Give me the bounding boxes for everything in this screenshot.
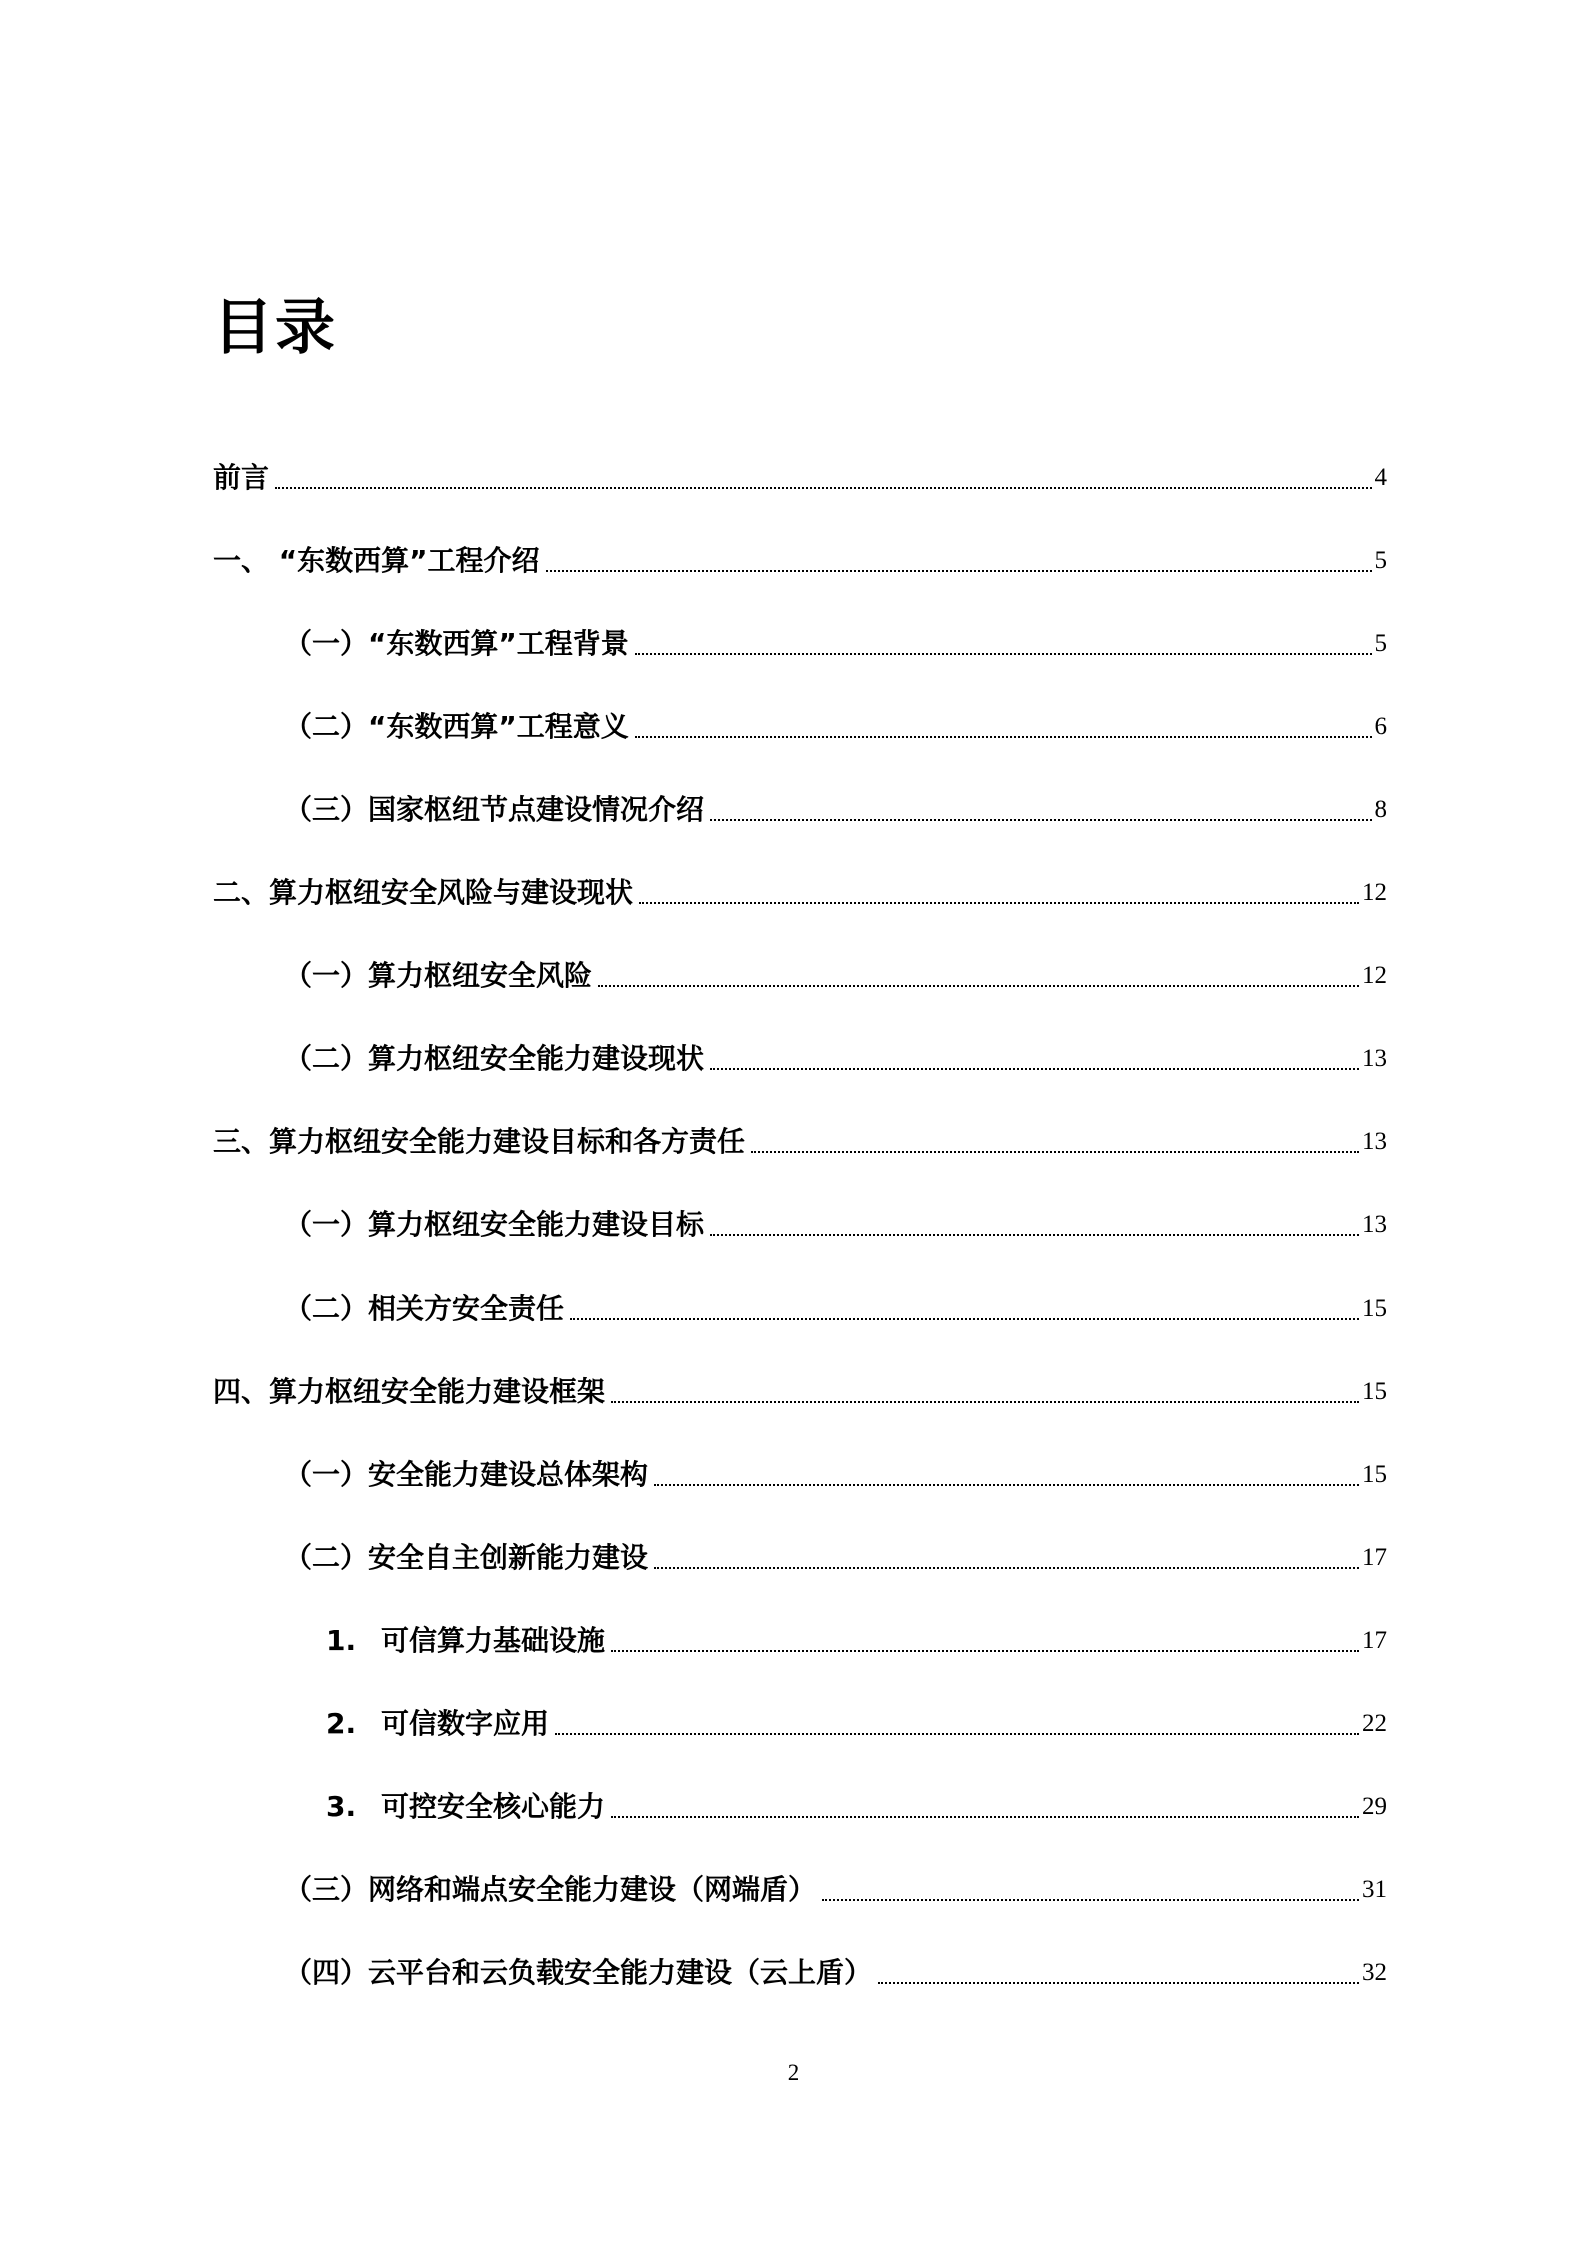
toc-entry-page: 5 bbox=[1374, 547, 1387, 574]
toc-dot-leader bbox=[710, 819, 1371, 821]
toc-entry[interactable] bbox=[284, 790, 1387, 830]
toc-entry-page: 29 bbox=[1362, 1793, 1387, 1820]
toc-entry-page: 15 bbox=[1362, 1461, 1387, 1488]
toc-entry-page: 12 bbox=[1362, 879, 1387, 906]
toc-entry[interactable] bbox=[284, 1953, 1387, 1993]
toc-dot-leader bbox=[654, 1567, 1359, 1569]
toc-dot-leader bbox=[654, 1484, 1359, 1486]
toc-entry[interactable] bbox=[284, 1870, 1387, 1910]
toc-entry-label: （一）“东数西算”工程背景 bbox=[284, 627, 629, 660]
toc-entry-page: 8 bbox=[1374, 796, 1387, 823]
toc-entry[interactable] bbox=[213, 873, 1387, 913]
toc-entry[interactable] bbox=[213, 1122, 1387, 1162]
toc-dot-leader bbox=[635, 653, 1372, 655]
toc-entry-label: 一、 “东数西算”工程介绍 bbox=[213, 544, 540, 577]
toc-dot-leader bbox=[275, 487, 1371, 489]
toc-entry[interactable] bbox=[284, 1455, 1387, 1495]
toc-entry-label: （四）云平台和云负载安全能力建设（云上盾） bbox=[284, 1956, 873, 1989]
toc-entry[interactable] bbox=[284, 1538, 1387, 1578]
toc-entry[interactable] bbox=[326, 1621, 1387, 1661]
toc-entry-number: 2. bbox=[326, 1707, 357, 1740]
toc-entry-number: 3. bbox=[326, 1790, 357, 1823]
toc-entry-label: （二）安全自主创新能力建设 bbox=[284, 1541, 649, 1574]
page-title: 目录 bbox=[213, 293, 337, 363]
toc-entry-label: （一）算力枢纽安全能力建设目标 bbox=[284, 1208, 705, 1241]
toc-entry-page: 5 bbox=[1374, 630, 1387, 657]
toc-dot-leader bbox=[555, 1733, 1359, 1735]
toc-entry-page: 31 bbox=[1362, 1876, 1387, 1903]
toc-entry-label: （三）网络和端点安全能力建设（网端盾） bbox=[284, 1873, 817, 1906]
toc-entry[interactable] bbox=[284, 1039, 1387, 1079]
toc-dot-leader bbox=[570, 1318, 1359, 1320]
toc-dot-leader bbox=[710, 1068, 1359, 1070]
toc-entry-label: （二）“东数西算”工程意义 bbox=[284, 710, 629, 743]
toc-dot-leader bbox=[635, 736, 1372, 738]
toc-entry[interactable] bbox=[326, 1704, 1387, 1744]
toc-entry[interactable] bbox=[284, 956, 1387, 996]
toc-entry-page: 13 bbox=[1362, 1211, 1387, 1238]
toc-entry-page: 4 bbox=[1374, 464, 1387, 491]
toc-entry-label: （三）国家枢纽节点建设情况介绍 bbox=[284, 793, 705, 826]
toc-entry[interactable] bbox=[326, 1787, 1387, 1827]
toc-entry[interactable] bbox=[284, 707, 1387, 747]
toc-entry-page: 17 bbox=[1362, 1544, 1387, 1571]
toc-entry-page: 15 bbox=[1362, 1378, 1387, 1405]
toc-entry[interactable] bbox=[213, 1372, 1387, 1412]
toc-entry-page: 22 bbox=[1362, 1710, 1387, 1737]
toc-entry-label: 二、算力枢纽安全风险与建设现状 bbox=[213, 876, 634, 909]
toc-entry-text: 可信算力基础设施 bbox=[381, 1624, 606, 1657]
toc-dot-leader bbox=[598, 985, 1359, 987]
toc-entry-label bbox=[326, 1621, 605, 1661]
toc-dot-leader bbox=[710, 1234, 1359, 1236]
toc-entry-number: 1. bbox=[326, 1624, 357, 1657]
toc-entry-page: 6 bbox=[1374, 713, 1387, 740]
toc-entry[interactable] bbox=[284, 624, 1387, 664]
toc-entry-label bbox=[326, 1787, 605, 1827]
toc-entry[interactable] bbox=[213, 541, 1387, 581]
toc-entry-label bbox=[326, 1704, 549, 1744]
toc-entry-label: （二）算力枢纽安全能力建设现状 bbox=[284, 1042, 705, 1075]
toc-entry-page: 17 bbox=[1362, 1627, 1387, 1654]
toc-dot-leader bbox=[639, 902, 1359, 904]
toc-entry-page: 13 bbox=[1362, 1045, 1387, 1072]
toc-entry-label: （二）相关方安全责任 bbox=[284, 1292, 565, 1325]
toc-entry-text: 可信数字应用 bbox=[381, 1707, 550, 1740]
toc-entry[interactable] bbox=[284, 1289, 1387, 1329]
toc-entry-label: （一）安全能力建设总体架构 bbox=[284, 1458, 649, 1491]
toc-dot-leader bbox=[751, 1151, 1359, 1153]
toc-entry[interactable] bbox=[284, 1205, 1387, 1245]
toc-entry-label: 前言 bbox=[213, 461, 270, 494]
toc-dot-leader bbox=[546, 570, 1372, 572]
page-number: 2 bbox=[787, 2060, 800, 2085]
toc-dot-leader bbox=[611, 1650, 1359, 1652]
toc-dot-leader bbox=[822, 1899, 1359, 1901]
toc-entry-label: 三、算力枢纽安全能力建设目标和各方责任 bbox=[213, 1125, 746, 1158]
toc-entry[interactable] bbox=[213, 458, 1387, 498]
toc-entry-text: 可控安全核心能力 bbox=[381, 1790, 606, 1823]
toc-dot-leader bbox=[878, 1982, 1359, 1984]
toc-entry-page: 12 bbox=[1362, 962, 1387, 989]
toc-dot-leader bbox=[611, 1401, 1359, 1403]
toc-entry-label: （一）算力枢纽安全风险 bbox=[284, 959, 593, 992]
toc-entry-page: 13 bbox=[1362, 1128, 1387, 1155]
toc-entry-page: 15 bbox=[1362, 1295, 1387, 1322]
toc-entry-page: 32 bbox=[1362, 1959, 1387, 1986]
toc-dot-leader bbox=[611, 1816, 1359, 1818]
toc-entry-label: 四、算力枢纽安全能力建设框架 bbox=[213, 1375, 606, 1408]
